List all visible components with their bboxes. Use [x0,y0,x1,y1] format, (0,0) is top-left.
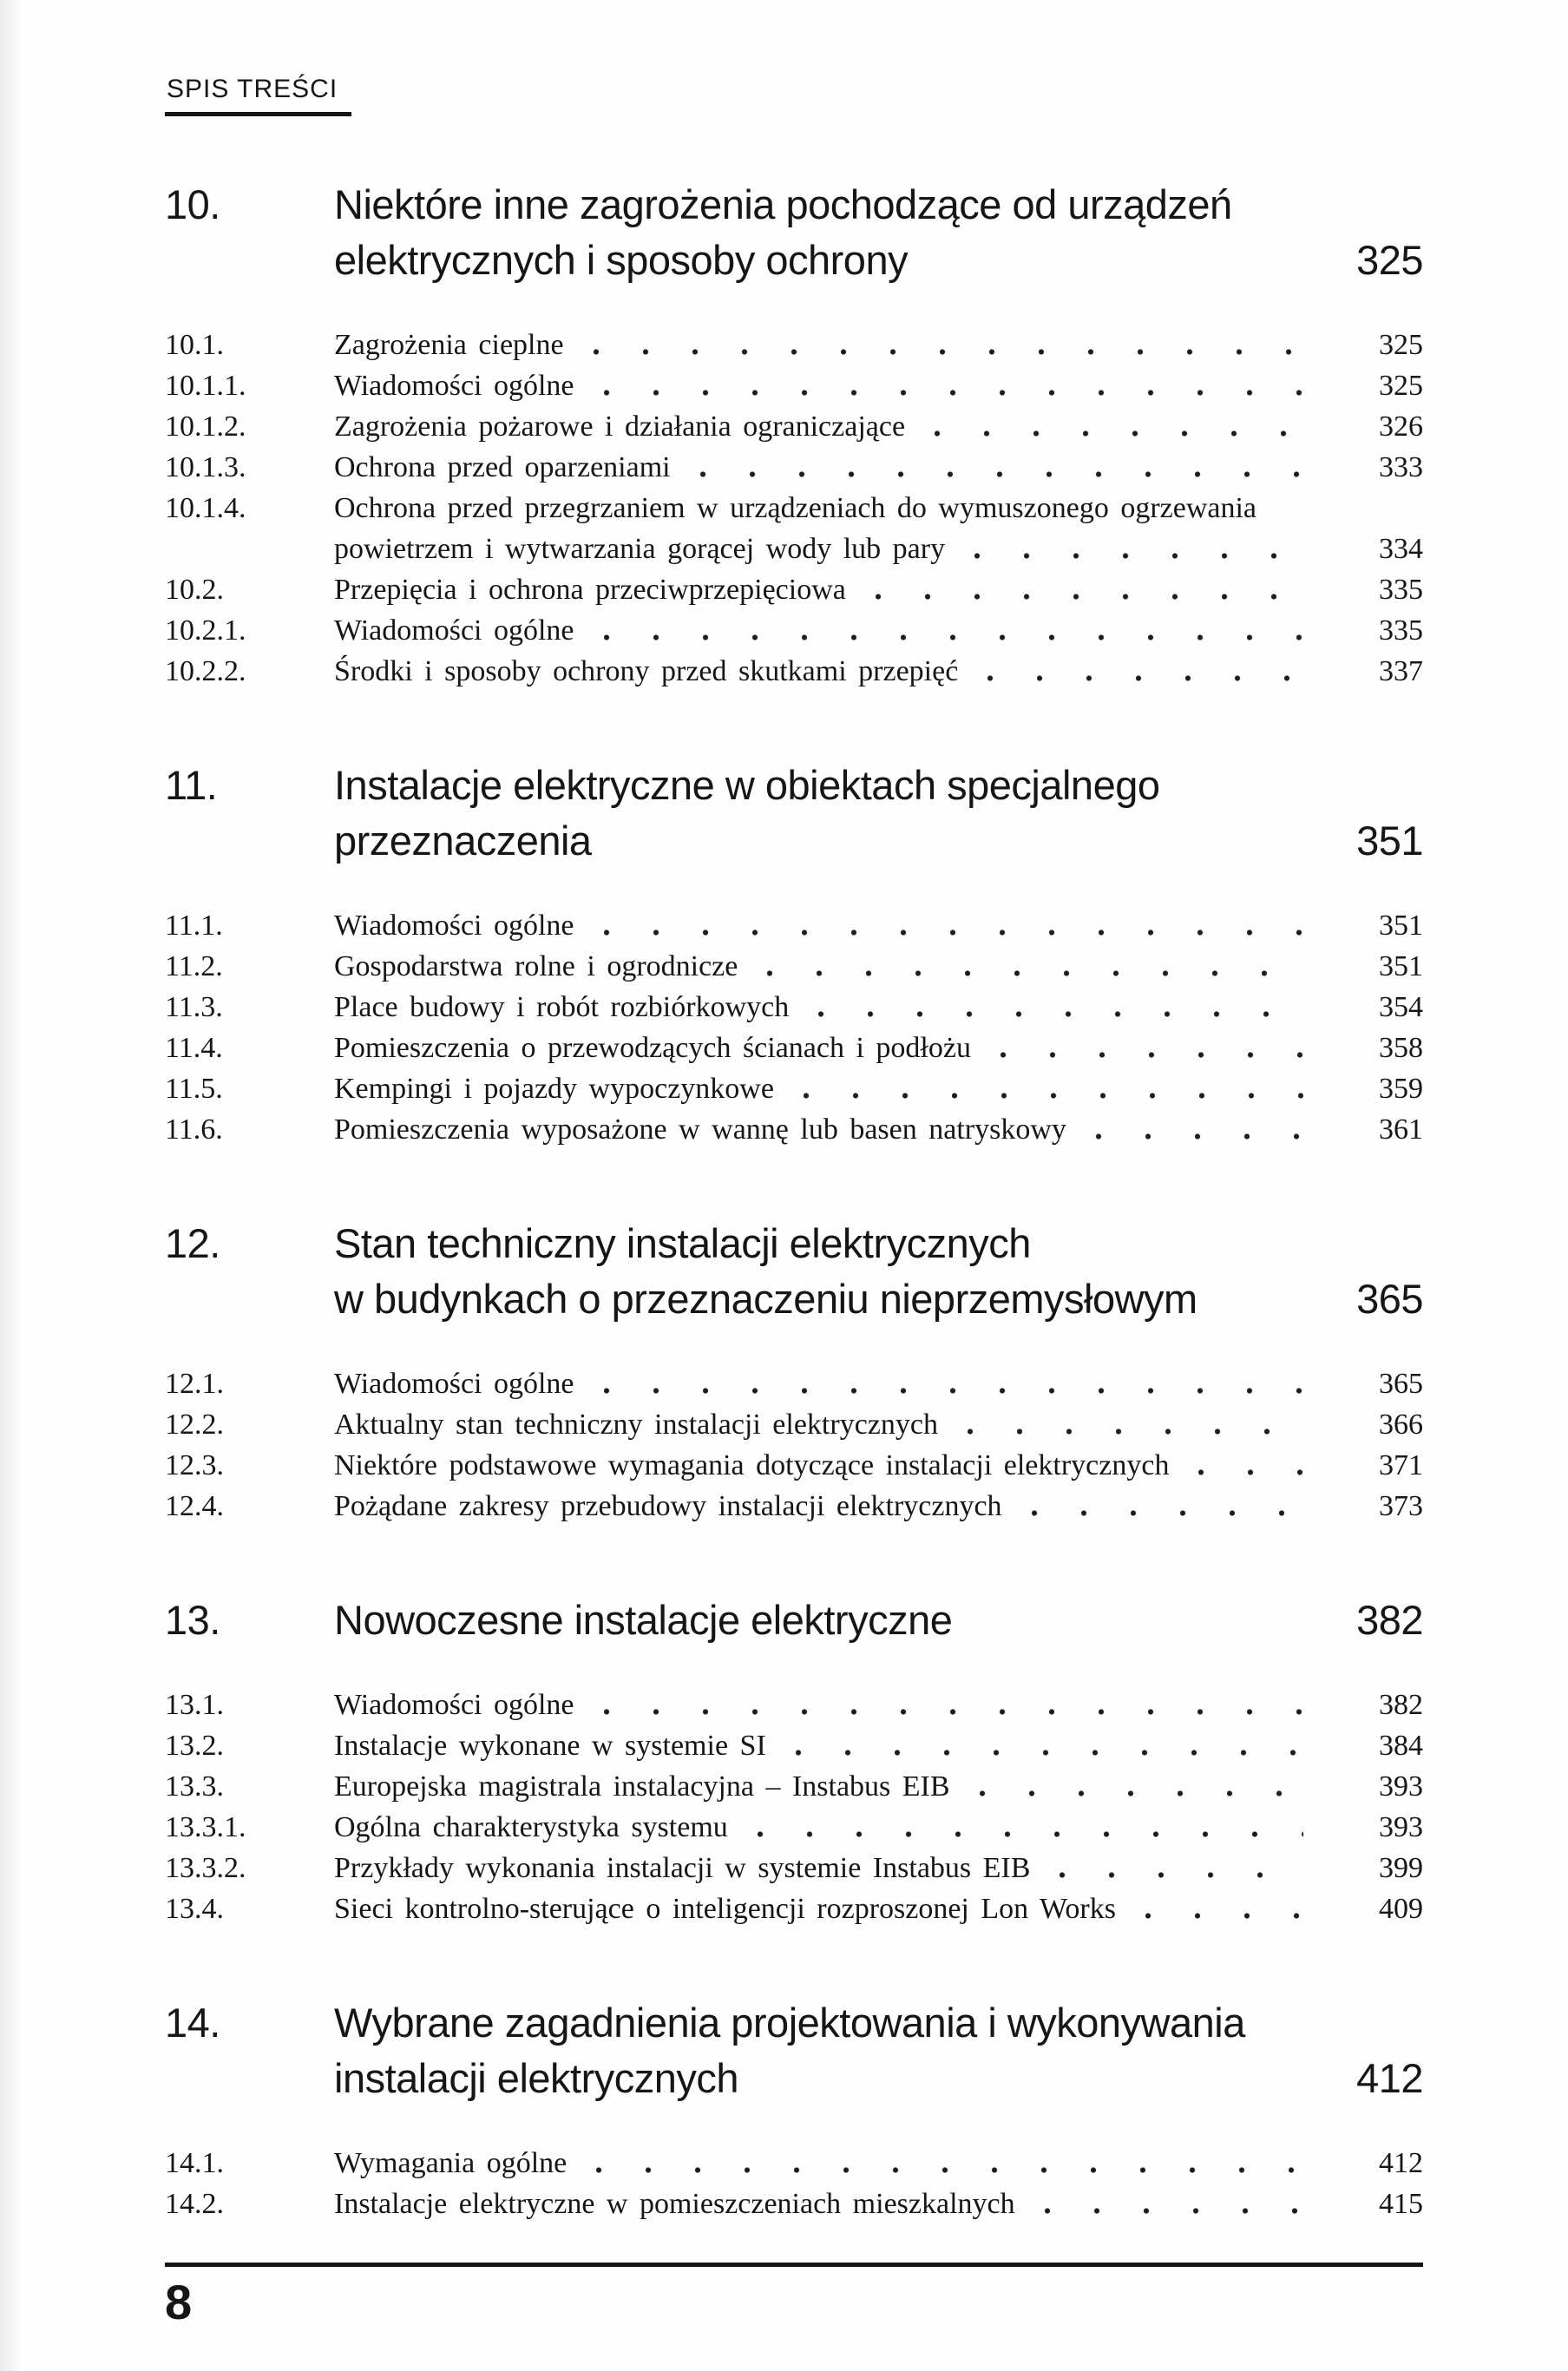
section-entries [165,2143,1423,2224]
entry-number: 13.4. [165,1893,224,1925]
dot-leader [1145,1912,1303,1920]
entry-title: Środki i sposoby ochrony przed skutkami przepięć [334,655,959,687]
section-number: 11. [165,762,218,808]
entry-title: Wymagania ogólne [334,2147,567,2179]
dot-leader [935,430,1303,437]
entry-title: Wiadomości ogólne [334,910,574,942]
entry-page-number: 325 [1379,370,1423,402]
entry-page-number: 409 [1379,1893,1423,1925]
entry-page-number: 384 [1379,1730,1423,1762]
toc-row [165,1486,1423,1527]
toc-row [165,1807,1423,1848]
entry-page-number: 326 [1379,410,1423,443]
entry-title: Wiadomości ogólne [334,1689,574,1721]
entry-number: 11.5. [165,1073,223,1105]
toc-row [165,1109,1423,1150]
section-title [334,1995,1423,2106]
dot-leader [604,1387,1303,1395]
entry-page-number: 373 [1379,1490,1423,1522]
toc-row [165,406,1423,447]
entry-page-number: 415 [1379,2188,1423,2220]
entry-page-number: 371 [1379,1449,1423,1481]
entry-title: Wiadomości ogólne [334,1368,574,1400]
section-title-line: przeznaczenia [334,818,592,864]
entry-number: 11.1. [165,910,223,942]
dot-leader [818,1010,1303,1018]
entry-title: Wiadomości ogólne [334,370,574,402]
entry-number: 11.3. [165,991,223,1023]
section-entries [165,1363,1423,1527]
toc-row [165,905,1423,946]
entry-title: Przykłady wykonania instalacji w systemie Instabus EIB [334,1852,1031,1884]
entry-page-number: 333 [1379,451,1423,483]
entry-page-number: 335 [1379,614,1423,647]
entry-page-number: 412 [1379,2147,1423,2179]
entry-page-number: 351 [1379,910,1423,942]
section-entries [165,1685,1423,1929]
page-title: SPIS TREŚCI [165,75,351,116]
entry-page-number: 382 [1379,1689,1423,1721]
entry-page-number: 361 [1379,1113,1423,1146]
section-title-line: Wybrane zagadnienia projektowania i wykonywania [334,2000,1245,2046]
entry-page-number: 325 [1379,329,1423,361]
toc-row [165,1445,1423,1486]
toc-row [165,2143,1423,2184]
entry-number: 12.4. [165,1490,224,1522]
entry-title: powietrzem i wytwarzania gorącej wody lub pary [334,533,946,565]
dot-leader [767,969,1303,977]
entry-number: 11.2. [165,950,223,982]
entry-number: 12.2. [165,1409,224,1441]
entry-page-number: 393 [1379,1811,1423,1843]
entry-title: Ochrona przed przegrzaniem w urządzeniach do wymuszonego ogrzewania [334,492,1257,524]
entry-title: Wiadomości ogólne [334,614,574,647]
toc-row [165,447,1423,488]
entry-title: Pomieszczenia wyposażone w wannę lub basen natryskowy [334,1113,1066,1146]
entry-number: 14.1. [165,2147,224,2179]
entry-title: Pomieszczenia o przewodzących ścianach i podłożu [334,1032,971,1064]
dot-leader [1045,2207,1303,2215]
toc-row [165,488,1423,529]
dot-leader [594,348,1303,356]
entry-title: Europejska magistrala instalacyjna – Instabus EIB [334,1770,950,1803]
entry-page-number: 337 [1379,655,1423,687]
toc-row [165,325,1423,365]
entry-page-number: 358 [1379,1032,1423,1064]
entry-number: 13.3. [165,1770,224,1803]
toc-row [165,1068,1423,1109]
entry-title: Place budowy i robót rozbiórkowych [334,991,790,1023]
entry-title: Niektóre podstawowe wymagania dotyczące instalacji elektrycznych [334,1449,1170,1481]
entry-number: 10.1.4. [165,492,246,524]
entry-number: 14.2. [165,2188,224,2220]
dot-leader [980,1790,1303,1797]
entry-page-number: 399 [1379,1852,1423,1884]
entry-title: Kempingi i pojazdy wypoczynkowe [334,1073,774,1105]
section-title-line: Stan techniczny instalacji elektrycznych [334,1220,1031,1266]
dot-leader [1060,1871,1303,1879]
entry-title: Pożądane zakresy przebudowy instalacji elektrycznych [334,1490,1002,1522]
entry-page-number: 359 [1379,1073,1423,1105]
entry-title: Instalacje elektryczne w pomieszczeniach mieszkalnych [334,2188,1015,2220]
toc-row [165,946,1423,987]
entry-number: 13.1. [165,1689,224,1721]
page-footer [165,2263,1423,2329]
entry-number: 12.3. [165,1449,224,1481]
entry-number: 13.3.2. [165,1852,246,1884]
section-page-number: 412 [1356,2055,1423,2101]
entry-page-number: 354 [1379,991,1423,1023]
dot-leader [796,1749,1303,1757]
entry-number: 10.1.3. [165,451,246,483]
entry-title: Przepięcia i ochrona przeciwprzepięciowa [334,574,846,606]
entry-title: Zagrożenia cieplne [334,329,564,361]
toc-row [165,365,1423,406]
entry-number: 10.2. [165,574,224,606]
dot-leader [596,2166,1303,2174]
dot-leader [987,674,1303,682]
section-heading-11 [165,758,1423,869]
toc-row [165,1404,1423,1445]
dot-leader [758,1830,1303,1838]
dot-leader [700,470,1303,478]
entry-title: Instalacje wykonane w systemie SI [334,1730,766,1762]
entry-title: Aktualny stan techniczny instalacji elektrycznych [334,1409,938,1441]
toc-row [165,651,1423,692]
toc-row [165,1685,1423,1725]
entry-number: 10.2.1. [165,614,246,647]
toc-row [165,1028,1423,1068]
toc-row [165,1848,1423,1888]
toc-row [165,1725,1423,1766]
section-title [334,1216,1423,1327]
entry-page-number: 351 [1379,950,1423,982]
entry-page-number: 393 [1379,1770,1423,1803]
footer-page-number: 8 [165,2275,193,2329]
toc-row [165,610,1423,651]
section-title-line: Niektóre inne zagrożenia pochodzące od urządzeń [334,181,1232,227]
dot-leader [604,634,1303,641]
section-title [334,177,1423,288]
entry-number: 10.1.2. [165,410,246,443]
toc-row [165,1888,1423,1929]
entry-title: Sieci kontrolno-sterujące o inteligencji rozproszonej Lon Works [334,1893,1116,1925]
dot-leader [1198,1468,1303,1476]
entry-number: 11.4. [165,1032,223,1064]
section-title-line: Instalacje elektryczne w obiektach specjalnego [334,762,1160,808]
section-heading-14 [165,1995,1423,2106]
dot-leader [1096,1133,1303,1140]
entry-number: 13.3.1. [165,1811,246,1843]
section-number: 12. [165,1220,220,1266]
entry-number: 11.6. [165,1113,223,1146]
entry-title: Gospodarstwa rolne i ogrodnicze [334,950,738,982]
entry-page-number: 365 [1379,1368,1423,1400]
toc-row [165,569,1423,610]
section-number: 14. [165,2000,220,2046]
entry-title: Zagrożenia pożarowe i działania ograniczające [334,410,906,443]
section-number: 10. [165,181,220,227]
section-heading-10 [165,177,1423,288]
dot-leader [1032,1509,1303,1517]
section-entries [165,325,1423,692]
section-page-number: 365 [1356,1276,1423,1322]
section-heading-12 [165,1216,1423,1327]
section-page-number: 325 [1356,237,1423,283]
section-title-line: Nowoczesne instalacje elektryczne [334,1597,953,1643]
toc-row [165,1766,1423,1807]
section-title-line: instalacji elektrycznych [334,2055,739,2101]
section-title-line: w budynkach o przeznaczeniu nieprzemysłowym [334,1276,1197,1322]
toc-row [165,2184,1423,2224]
section-entries [165,905,1423,1150]
dot-leader [968,1428,1303,1435]
toc-row [165,1363,1423,1404]
footer-rule [165,2263,1423,2267]
entry-page-number: 366 [1379,1409,1423,1441]
dot-leader [604,929,1303,936]
entry-title: Ochrona przed oparzeniami [334,451,671,483]
section-number: 13. [165,1597,220,1643]
toc-row-continuation [165,529,1423,569]
section-title [334,758,1423,869]
entry-title: Ogólna charakterystyka systemu [334,1811,728,1843]
dot-leader [876,593,1303,601]
section-page-number: 382 [1356,1597,1423,1643]
entry-number: 10.1.1. [165,370,246,402]
dot-leader [974,552,1303,560]
dot-leader [1001,1051,1303,1059]
section-page-number: 351 [1356,818,1423,864]
dot-leader [804,1092,1303,1100]
section-title-line: elektrycznych i sposoby ochrony [334,237,909,283]
dot-leader [604,1708,1303,1716]
section-title [334,1593,1423,1648]
entry-number: 13.2. [165,1730,224,1762]
entry-number: 10.2.2. [165,655,246,687]
toc-row [165,987,1423,1028]
section-heading-13 [165,1593,1423,1648]
entry-page-number: 334 [1379,533,1423,565]
dot-leader [604,389,1303,397]
entry-number: 12.1. [165,1368,224,1400]
entry-number: 10.1. [165,329,224,361]
entry-page-number: 335 [1379,574,1423,606]
